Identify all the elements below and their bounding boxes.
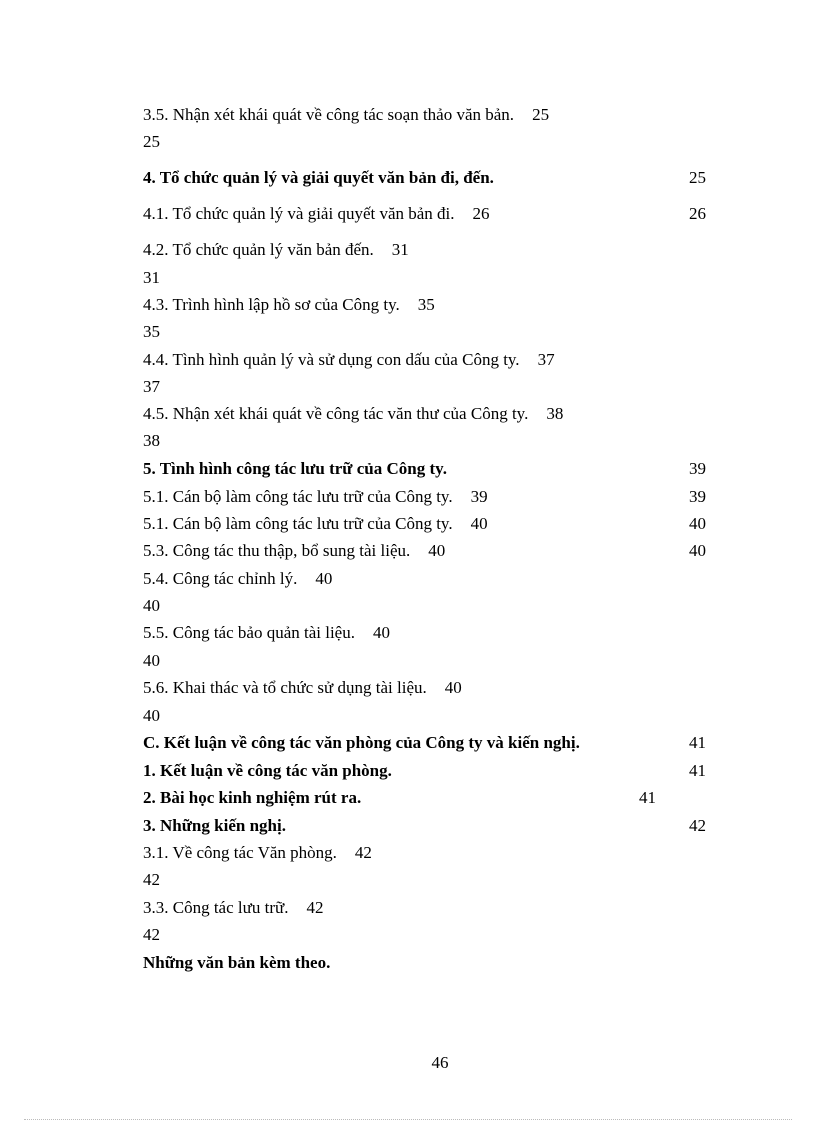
toc-heading: 2. Bài học kinh nghiệm rút ra. xyxy=(143,788,362,807)
toc-page-number: 42 xyxy=(689,816,706,835)
toc-page-number: 40 xyxy=(143,596,160,615)
toc-entry-text: 5.1. Cán bộ làm công tác lưu trữ của Công ty. xyxy=(143,514,453,533)
toc-page-number: 37 xyxy=(143,377,160,396)
toc-page-number: 42 xyxy=(306,898,324,917)
toc-page-number: 42 xyxy=(143,925,160,944)
toc-page-number: 42 xyxy=(354,843,372,862)
toc-heading: Những văn bản kèm theo. xyxy=(143,953,331,972)
toc-entry xyxy=(143,295,435,315)
toc-heading: 3. Những kiến nghị. xyxy=(143,816,286,835)
toc-page-number: 40 xyxy=(444,678,462,697)
toc-page-number: 40 xyxy=(372,623,390,642)
toc-page-number: 39 xyxy=(689,487,706,506)
toc-entry xyxy=(143,514,488,534)
toc-page-number: 26 xyxy=(689,204,706,223)
toc-entry-text: 5.5. Công tác bảo quản tài liệu. xyxy=(143,623,355,642)
toc-entry-text: 4.3. Trình hình lập hồ sơ của Công ty. xyxy=(143,295,400,314)
toc-page-number: 39 xyxy=(470,487,488,506)
toc-entry xyxy=(143,541,445,561)
toc-page-number: 25 xyxy=(143,132,160,151)
toc-page-number: 25 xyxy=(532,105,550,124)
toc-entry-text: 5.4. Công tác chỉnh lý. xyxy=(143,569,298,588)
toc-entry-text: 5.3. Công tác thu thập, bổ sung tài liệu. xyxy=(143,541,411,560)
toc-entry-text: 5.1. Cán bộ làm công tác lưu trữ của Công ty. xyxy=(143,487,453,506)
toc-heading: 5. Tình hình công tác lưu trữ của Công ty. xyxy=(143,459,447,478)
toc-entry xyxy=(143,350,555,370)
toc-page-number: 38 xyxy=(143,431,160,450)
toc-entry-text: 4.4. Tình hình quản lý và sử dụng con dấu của Công ty. xyxy=(143,350,520,369)
toc-entry xyxy=(143,105,549,125)
toc-entry xyxy=(143,487,488,507)
toc-entry xyxy=(143,843,372,863)
toc-entry-text: 4.2. Tổ chức quản lý văn bản đến. xyxy=(143,240,374,259)
toc-page-number: 42 xyxy=(143,870,160,889)
toc-page-number: 40 xyxy=(470,514,488,533)
toc-page-number: 37 xyxy=(537,350,555,369)
toc-entry-text: 5.6. Khai thác và tổ chức sử dụng tài liệu. xyxy=(143,678,427,697)
toc-page-number: 41 xyxy=(639,788,656,807)
toc-entry-text: 4.5. Nhận xét khái quát về công tác văn thư của Công ty. xyxy=(143,404,529,423)
toc-page-number: 31 xyxy=(143,268,160,287)
toc-heading: C. Kết luận về công tác văn phòng của Công ty và kiến nghị. xyxy=(143,733,580,752)
toc-entry xyxy=(143,204,490,224)
toc-entry xyxy=(143,240,409,260)
toc-page-number: 31 xyxy=(391,240,409,259)
toc-page-number: 41 xyxy=(689,761,706,780)
toc-page-number: 40 xyxy=(428,541,446,560)
toc-heading: 4. Tổ chức quản lý và giải quyết văn bản đi, đến. xyxy=(143,168,494,187)
toc-entry-text: 3.1. Về công tác Văn phòng. xyxy=(143,843,337,862)
toc-page-number: 39 xyxy=(689,459,706,478)
toc-page-number: 41 xyxy=(689,733,706,752)
toc-entry xyxy=(143,404,563,424)
toc-page-number: 40 xyxy=(143,706,160,725)
toc-page-number: 40 xyxy=(689,541,706,560)
toc-page-number: 38 xyxy=(546,404,564,423)
toc-entry xyxy=(143,623,390,643)
toc-page-number: 25 xyxy=(689,168,706,187)
toc-entry xyxy=(143,678,462,698)
toc-page-number: 40 xyxy=(689,514,706,533)
toc-page-number: 40 xyxy=(315,569,333,588)
toc-page-number: 40 xyxy=(143,651,160,670)
page-bottom-divider xyxy=(24,1119,792,1120)
toc-page-number: 35 xyxy=(417,295,435,314)
footer-page-number: 46 xyxy=(431,1053,449,1072)
toc-entry-text: 3.5. Nhận xét khái quát về công tác soạn thảo văn bản. xyxy=(143,105,515,124)
toc-entry xyxy=(143,569,332,589)
toc-entry-text: 3.3. Công tác lưu trữ. xyxy=(143,898,289,917)
toc-entry-text: 4.1. Tổ chức quản lý và giải quyết văn bản đi. xyxy=(143,204,455,223)
toc-page-number: 35 xyxy=(143,322,160,341)
toc-heading: 1. Kết luận về công tác văn phòng. xyxy=(143,761,392,780)
toc-entry xyxy=(143,898,323,918)
toc-page-number: 26 xyxy=(472,204,490,223)
